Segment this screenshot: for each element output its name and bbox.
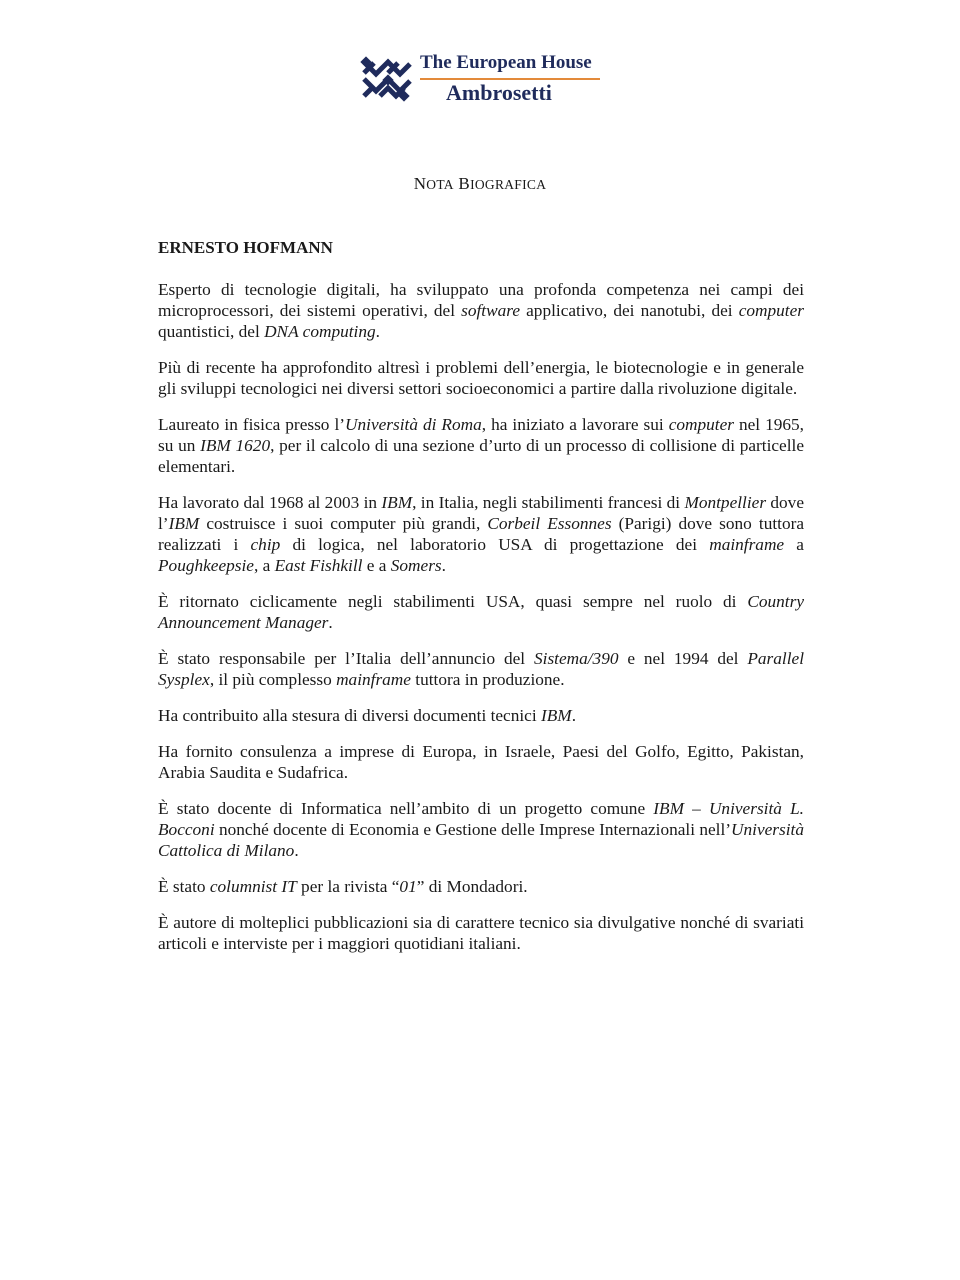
paragraph: È stato responsabile per l’Italia dell’annuncio del Sistema/390 e nel 1994 del Parallel Sysplex, il più complesso mainframe tuttora in produzione.: [158, 649, 804, 689]
logo-text-line2: Ambrosetti: [446, 80, 552, 105]
paragraph: Esperto di tecnologie digitali, ha sviluppato una profonda competenza nei campi dei microprocessori, dei sistemi operativi, del software applicativo, dei nanotubi, dei computer quantistici, del DNA computing.: [158, 280, 804, 341]
paragraph: È ritornato ciclicamente negli stabilimenti USA, quasi sempre nel ruolo di Country Announcement Manager.: [158, 592, 804, 632]
paragraph: È stato docente di Informatica nell’ambito di un progetto comune IBM – Università L. Bocconi nonché docente di Economia e Gestione delle Imprese Internazionali nell’Università Cattolica di Milano.: [158, 799, 805, 860]
biography-body: [158, 279, 804, 969]
ambrosetti-logo-icon: [360, 56, 414, 102]
document-title: NOTA BIOGRAFICA: [413, 174, 547, 193]
paragraph: Ha fornito consulenza a imprese di Europa, in Israele, Paesi del Golfo, Egitto, Pakistan, Arabia Saudita e Sudafrica.: [158, 742, 804, 782]
logo-text-line1: The European House: [420, 52, 592, 73]
paragraph: È autore di molteplici pubblicazioni sia di carattere tecnico sia divulgative nonché di svariati articoli e interviste per i maggiori quotidiani italiani.: [158, 913, 804, 953]
company-logo: [360, 52, 610, 108]
paragraph: Più di recente ha approfondito altresì i problemi dell’energia, le biotecnologie e in generale gli sviluppi tecnologici nei diversi settori socioeconomici a partire dalla rivoluzione digitale.: [158, 358, 804, 398]
paragraph: È stato columnist IT per la rivista “01” di Mondadori.: [158, 877, 528, 896]
paragraph: Ha contribuito alla stesura di diversi documenti tecnici IBM.: [158, 706, 577, 725]
person-name: ERNESTO HOFMANN: [158, 238, 333, 257]
paragraph: Laureato in fisica presso l’Università di Roma, ha iniziato a lavorare sui computer nel 1965, su un IBM 1620, per il calcolo di una sezione d’urto di un processo di collisione di particelle elementari.: [158, 415, 805, 476]
paragraph: Ha lavorato dal 1968 al 2003 in IBM, in Italia, negli stabilimenti francesi di Montpellier dove l’IBM costruisce i suoi computer più grandi, Corbeil Essonnes (Parigi) dove sono tuttora realizzati i chip di logica, nel laboratorio USA di progettazione dei mainframe a Poughkeepsie, a East Fishkill e a Somers.: [158, 493, 805, 575]
